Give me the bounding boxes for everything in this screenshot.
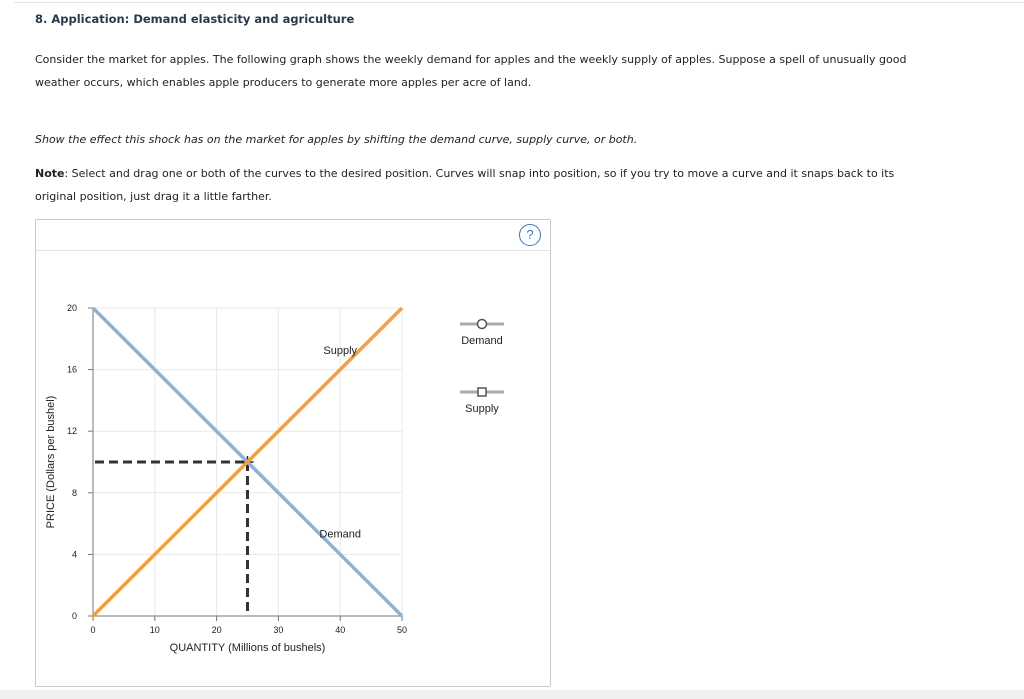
note-text: : Select and drag one or both of the curves to the desired position. Curves will snap into position, so if you try to move a curve and it snaps back to its original position, just drag it a little farther. <box>35 167 895 203</box>
x-tick-label-40: 40 <box>335 625 346 635</box>
demand-curve-label: Demand <box>319 528 361 541</box>
y-tick-label-16: 16 <box>66 364 77 375</box>
x-tick-label-0: 0 <box>90 625 96 635</box>
bottom-bar <box>0 690 1024 699</box>
y-axis-label: PRICE (Dollars per bushel) <box>45 395 57 529</box>
y-tick-label-0: 0 <box>71 611 77 621</box>
supply-tool-icon <box>456 385 508 399</box>
question-instruction: Show the effect this shock has on the market for apples by shifting the demand curve, supply curve, or both. <box>35 133 638 146</box>
y-tick-label-4: 4 <box>71 549 77 560</box>
x-tick-label-10: 10 <box>149 625 160 635</box>
legend-demand-label: Demand <box>461 335 503 347</box>
help-button[interactable]: ? <box>519 224 541 246</box>
y-tick-label-12: 12 <box>66 426 77 437</box>
legend-supply-label: Supply <box>465 403 499 415</box>
x-tick-label-50: 50 <box>396 625 408 635</box>
supply-demand-chart <box>36 220 550 686</box>
graph-panel <box>35 219 551 687</box>
note-label: Note <box>35 167 65 180</box>
legend-supply-tool[interactable] <box>456 384 508 415</box>
question-intro: Consider the market for apples. The following graph shows the weekly demand for apples and the weekly supply of apples. Suppose a spell of unusually good weather occurs, which enables apple producers to generate more apples per acre of land. <box>35 53 907 89</box>
supply-curve-label: Supply <box>323 345 358 358</box>
x-axis-label: QUANTITY (Millions of bushels) <box>169 642 326 654</box>
question-title: 8. Application: Demand elasticity and agriculture <box>35 12 355 26</box>
x-tick-label-30: 30 <box>273 625 284 635</box>
legend-demand-tool[interactable] <box>456 316 508 347</box>
demand-tool-icon <box>456 317 508 331</box>
x-tick-label-20: 20 <box>211 625 222 635</box>
y-tick-label-8: 8 <box>71 487 77 498</box>
top-divider <box>14 2 1024 3</box>
y-tick-label-20: 20 <box>66 303 77 313</box>
question-note <box>35 162 935 208</box>
